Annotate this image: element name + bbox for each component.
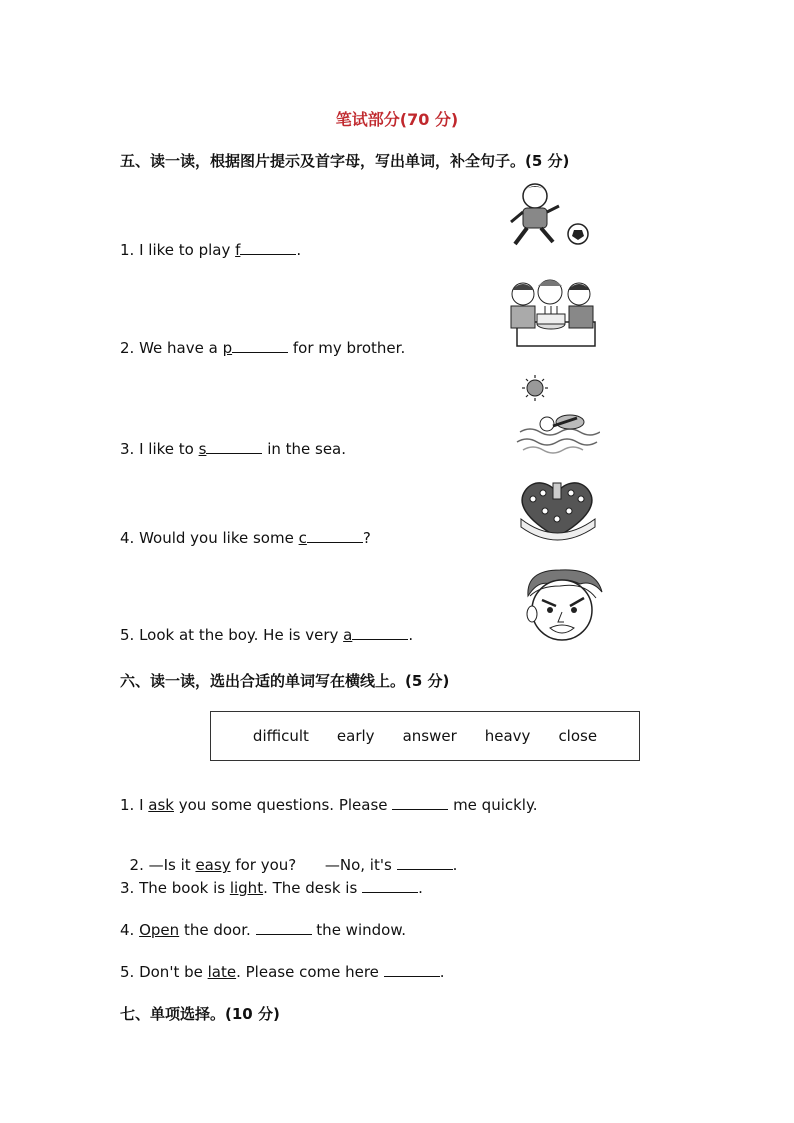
- swimming-in-sea-image: [515, 374, 600, 456]
- s6-underlined-word: light: [229, 879, 264, 897]
- s5-item-2-letter: p: [222, 339, 233, 357]
- word-bank-word: close: [558, 727, 598, 745]
- angry-boy-image: [520, 566, 608, 644]
- section-7-heading: 七、单项选择。(10 分): [120, 1005, 280, 1023]
- word-bank-word: answer: [402, 727, 457, 745]
- s5-item-1: [120, 240, 301, 259]
- s6-text: you some questions. Please: [173, 796, 393, 814]
- s6-text: for you? —No, it's: [230, 856, 397, 874]
- s6-underlined-word: ask: [148, 796, 174, 814]
- s5-item-2-after: for my brother.: [288, 339, 406, 357]
- word-bank-word: heavy: [484, 727, 531, 745]
- s5-item-5-text: 5. Look at the boy. He is very: [120, 626, 344, 644]
- answer-blank[interactable]: [362, 878, 418, 893]
- s6-underlined-word: Open: [139, 921, 180, 939]
- answer-blank[interactable]: [206, 439, 262, 454]
- s5-item-5-after: .: [408, 626, 414, 644]
- s6-text: . Please come here: [236, 963, 384, 981]
- answer-blank[interactable]: [384, 962, 440, 977]
- s5-item-4-after: ?: [362, 529, 371, 547]
- s6-text: 4.: [120, 921, 140, 939]
- answer-blank[interactable]: [397, 855, 453, 870]
- s6-text: 2. —Is it: [129, 856, 196, 874]
- s5-item-4: [120, 528, 371, 547]
- s5-item-2: [120, 338, 405, 357]
- s5-item-3-after: in the sea.: [262, 440, 347, 458]
- answer-blank[interactable]: [307, 528, 363, 543]
- word-bank-word: early: [336, 727, 375, 745]
- s5-item-5-letter: a: [343, 626, 353, 644]
- section-5-heading: 五、读一读，根据图片提示及首字母，写出单词，补全句子。(5 分): [120, 152, 570, 170]
- boy-playing-football-image: [505, 178, 600, 258]
- s6-item-2: [120, 837, 457, 874]
- heart-cake-image: [515, 475, 600, 547]
- s6-underlined-word: late: [207, 963, 237, 981]
- s5-item-1-after: .: [296, 241, 302, 259]
- s6-text: .: [452, 856, 458, 874]
- s5-item-2-text: 2. We have a: [120, 339, 223, 357]
- s5-item-3-text: 3. I like to: [120, 440, 199, 458]
- birthday-party-image: [505, 270, 600, 350]
- s6-text: the window.: [311, 921, 406, 939]
- s6-text: 3. The book is: [120, 879, 230, 897]
- s6-item-1: [120, 795, 537, 814]
- s6-text: me quickly.: [448, 796, 538, 814]
- page-title: 笔试部分(70 分): [335, 110, 459, 129]
- answer-blank[interactable]: [256, 920, 312, 935]
- s6-text: 1. I: [120, 796, 149, 814]
- s5-item-5: [120, 625, 413, 644]
- answer-blank[interactable]: [232, 338, 288, 353]
- answer-blank[interactable]: [240, 240, 296, 255]
- s6-text: .: [418, 879, 423, 897]
- answer-blank[interactable]: [392, 795, 448, 810]
- s5-item-1-text: 1. I like to play: [120, 241, 236, 259]
- s6-text: the door.: [179, 921, 256, 939]
- answer-blank[interactable]: [352, 625, 408, 640]
- s6-item-4: [120, 920, 406, 939]
- s5-item-3-letter: s: [198, 440, 207, 458]
- word-bank-word: difficult: [252, 727, 309, 745]
- s6-item-3: [120, 878, 423, 897]
- s5-item-4-letter: c: [298, 529, 307, 547]
- s6-text: 5. Don't be: [120, 963, 208, 981]
- s6-underlined-word: easy: [195, 856, 231, 874]
- section-6-heading: 六、读一读，选出合适的单词写在横线上。(5 分): [120, 672, 450, 690]
- word-bank: [210, 711, 640, 761]
- s6-text: .: [439, 963, 445, 981]
- s6-text: . The desk is: [263, 879, 363, 897]
- s5-item-1-letter: f: [235, 241, 241, 259]
- s5-item-3: [120, 439, 346, 458]
- s6-item-5: [120, 962, 444, 981]
- s5-item-4-text: 4. Would you like some: [120, 529, 299, 547]
